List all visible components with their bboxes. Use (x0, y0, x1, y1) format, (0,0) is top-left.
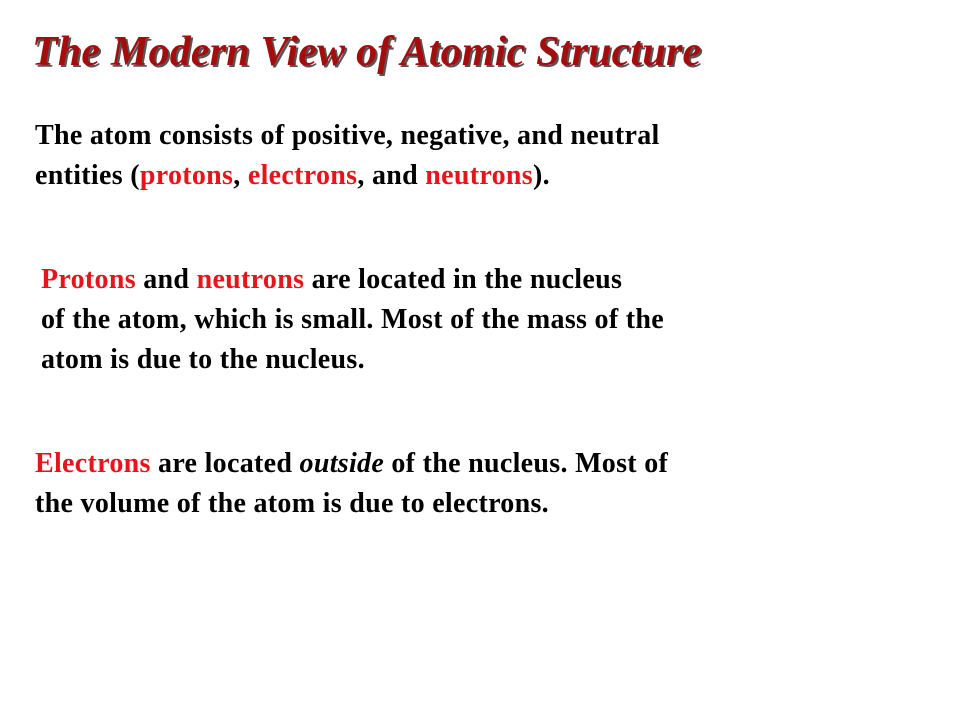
text-segment: entities ( (35, 160, 140, 191)
paragraph-line: atom is due to the nucleus. (41, 344, 365, 375)
term-neutrons: neutrons (196, 264, 305, 295)
text-segment: ). (532, 160, 550, 191)
term-protons: Protons (41, 264, 136, 295)
paragraph-line (35, 156, 660, 196)
term-protons: protons (139, 160, 234, 191)
text-segment: of the nucleus. Most of (384, 448, 669, 479)
paragraph-line: the volume of the atom is due to electrons. (35, 488, 549, 519)
text-segment: and (135, 264, 197, 295)
text-segment: , and (357, 160, 426, 191)
paragraph-line: The atom consists of positive, negative, and neutral (35, 120, 660, 151)
text-segment: are located (150, 448, 300, 479)
term-electrons: Electrons (35, 448, 151, 479)
paragraph-nucleus (41, 260, 664, 380)
slide-title: The Modern View of Atomic Structure (32, 29, 702, 75)
paragraph-line (41, 260, 664, 300)
paragraph-electrons (35, 444, 668, 524)
text-segment: are located in the nucleus (304, 264, 623, 295)
term-electrons: electrons (247, 160, 358, 191)
emphasis-outside: outside (299, 448, 385, 479)
paragraph-atom-composition (35, 116, 660, 196)
paragraph-line: of the atom, which is small. Most of the mass of the (41, 304, 664, 335)
text-segment: , (233, 160, 248, 191)
paragraph-line (35, 444, 668, 484)
term-neutrons: neutrons (425, 160, 533, 191)
